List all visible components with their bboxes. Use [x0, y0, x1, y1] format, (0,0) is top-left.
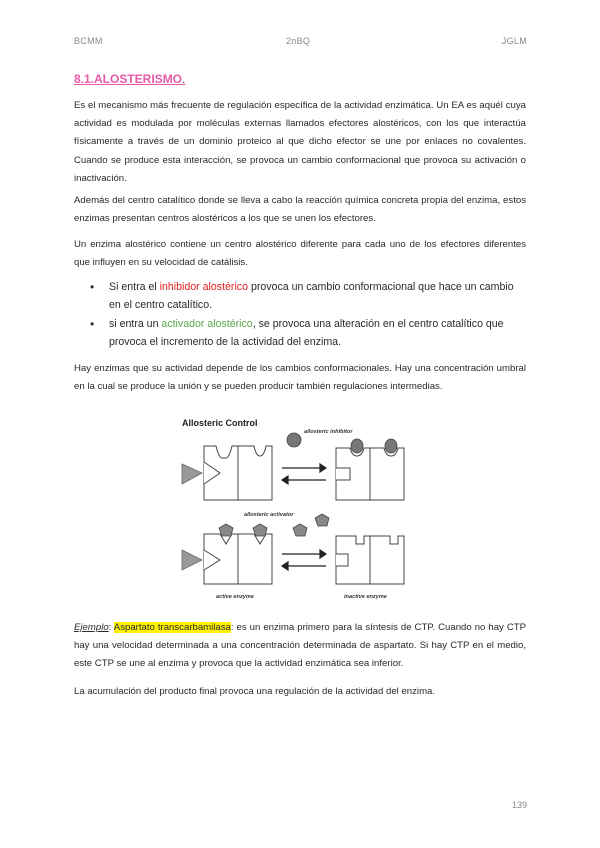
effector-list	[90, 278, 526, 352]
header-right: JGLM	[501, 36, 527, 46]
paragraph-example	[74, 619, 526, 674]
bullet-text: Si entra el	[109, 281, 160, 293]
bound-activator-2	[253, 524, 267, 536]
inhibitor-term: inhibidor alostérico	[159, 281, 248, 293]
list-item-activator	[90, 315, 526, 352]
inactive-enzyme-label: inactive enzyme	[344, 594, 387, 600]
active-enzyme-bottom	[204, 534, 272, 584]
figure-title: Allosteric Control	[182, 418, 258, 428]
allosteric-control-figure	[176, 406, 424, 604]
bullet-text: si entra un	[109, 317, 162, 330]
example-label: Ejemplo	[74, 622, 109, 633]
substrate-shape-bottom	[182, 550, 202, 570]
substrate-shape	[182, 464, 202, 484]
free-activator-1	[293, 524, 307, 536]
section-title-text: 8.1.ALOSTERISMO	[74, 72, 183, 86]
example-text: : es un enzima primero para la síntesis de CTP. Cuando no hay CTP hay una velocidad determinada a una concentración determinada de aspartato. Si hay CTP en el medio, este CTP se une al enzima y provoca que la actividad enzimática sea inferior.	[74, 622, 527, 670]
paragraph-definition: Es el mecanismo más frecuente de regulación específica de la actividad enzimática. Un EA es aquél cuya actividad es modulada por moléculas externas llamados efectores alostéricos, con los que interactúa físicamente a través de un dominio proteico al que dicho efector se une por enlaces no covalentes. Cuando se produce esta interacción, se provoca un cambio conformacional que provoca su activación o inactivación.	[74, 100, 526, 184]
activator-label: allosteric activator	[244, 512, 294, 518]
header-left: BCMM	[74, 36, 103, 46]
section-title	[74, 72, 185, 86]
equilibrium-arrows-top	[282, 464, 326, 484]
active-enzyme-top	[204, 446, 272, 500]
bullet-text: , se provoca una alteración en el centro catalítico que provoca el incremento de la actividad del enzima.	[109, 317, 504, 349]
paragraph-allosteric-enzyme: Un enzima alostérico contiene un centro alostérico diferente para cada uno de los efectores diferentes que influyen en su velocidad de catálisis.	[74, 239, 526, 269]
equilibrium-arrows-bottom	[282, 550, 326, 570]
free-activator-2	[315, 514, 329, 526]
inactive-enzyme-bottom	[336, 536, 404, 584]
inhibitor-label: allosteric inhibitor	[304, 429, 353, 435]
example-colon: :	[108, 622, 114, 633]
bound-activator-1	[219, 524, 233, 536]
bound-inhibitor-1	[351, 439, 363, 453]
paragraph-conformational: Hay enzimas que su actividad depende de los cambios conformacionales. Hay una concentración umbral en la cual se produce la unión y se pueden producir también regulaciones intermedias.	[74, 363, 526, 393]
activator-term: activador alostérico	[161, 317, 253, 330]
page-number: 139	[511, 800, 527, 810]
list-item-inhibitor	[90, 278, 526, 315]
inhibitor-molecule	[287, 433, 301, 447]
bullet-text: provoca un cambio conformacional que hace un cambio en el centro catalítico.	[109, 281, 514, 312]
section-title-dot: .	[182, 72, 186, 86]
header-center: 2nBQ	[286, 36, 311, 46]
active-enzyme-label: active enzyme	[216, 594, 254, 600]
paragraph-centers: Además del centro catalítico donde se lleva a cabo la reacción química concreta propia del enzima, estos enzimas presentan centros alostéricos a los que se unen los efectores.	[74, 195, 526, 225]
paragraph-final-product: La acumulación del producto final provoca una regulación de la actividad del enzima.	[74, 686, 436, 697]
inactive-enzyme-top	[336, 448, 404, 500]
bound-inhibitor-2	[385, 439, 397, 453]
example-highlight: Aspartato transcarbamilasa	[113, 622, 231, 633]
